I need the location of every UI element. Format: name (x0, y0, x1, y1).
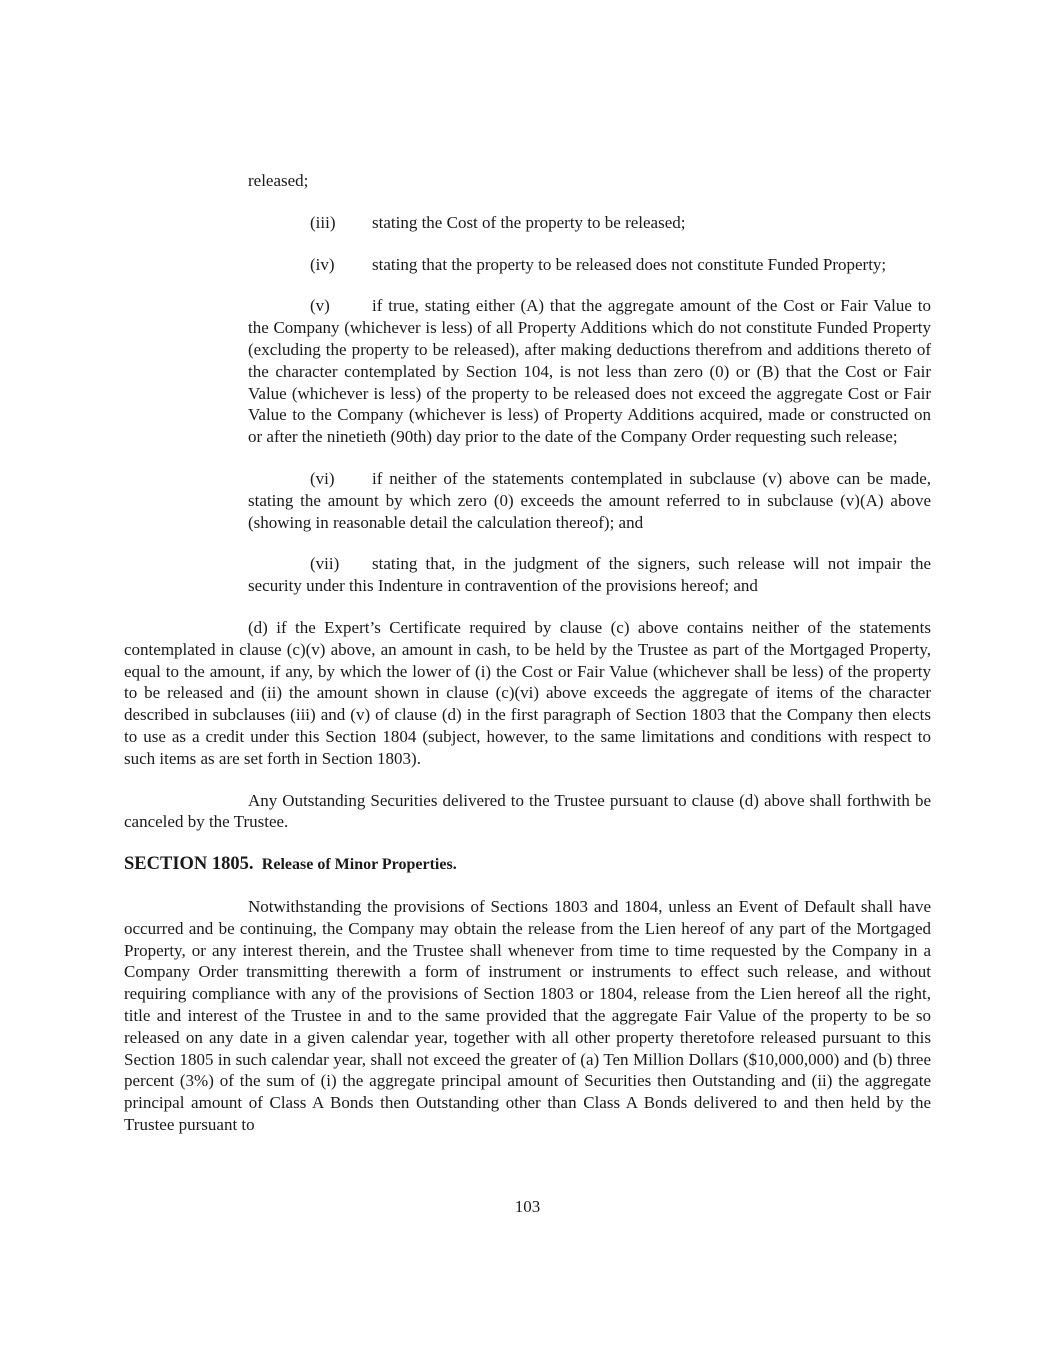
subclause-number: (iv) (310, 254, 335, 274)
subclause-number: (iii) (310, 212, 336, 232)
subclause-text: stating that, in the judgment of the signers, such release will not impair the security under this Indenture in contravention of the provisions hereof; and (248, 554, 931, 596)
continuation-text: released; (248, 171, 309, 190)
subclause-iv (248, 254, 931, 276)
subclause-v (248, 295, 931, 448)
outstanding-securities-paragraph: Any Outstanding Securities delivered to the Trustee pursuant to clause (d) above shall forthwith be canceled by the Trustee. (124, 790, 931, 832)
subclause-block (248, 170, 931, 597)
subclause-vi (248, 468, 931, 533)
subclause-number: (vi) (310, 468, 335, 488)
section-heading (124, 853, 931, 876)
subclause-iii (248, 212, 931, 234)
subclause-text: if neither of the statements contemplated in subclause (v) above can be made, stating the amount by which zero (0) exceeds the amount referred to in subclause (v)(A) above (showing in reasonable detail the calculation thereof); and (248, 468, 931, 532)
document-page (124, 170, 931, 1156)
subclause-vii (248, 553, 931, 597)
subclause-text: stating the Cost of the property to be released; (372, 212, 686, 232)
subclause-number: (vii) (310, 554, 340, 574)
subclause-text: stating that the property to be released does not constitute Funded Property; (372, 254, 887, 274)
section-body-paragraph: Notwithstanding the provisions of Sections 1803 and 1804, unless an Event of Default shall have occurred and be continuing, the Company may obtain the release from the Lien hereof of any part of the Mortgaged Property, or any interest therein, and the Trustee shall whenever from time to time requested by the Company in a Company Order transmitting therewith a form of instrument or instruments to effect such release, and without requiring compliance with any of the provisions of Section 1803 or 1804, release from the Lien hereof all the right, title and interest of the Trustee in and to the same provided that the aggregate Fair Value of the property to be so released on any date in a given calendar year, together with all other property theretofore released pursuant to this Section 1805 in such calendar year, shall not exceed the greater of (a) Ten Million Dollars ($10,000,000) and (b) three percent (3%) of the sum of (i) the aggregate principal amount of Securities then Outstanding and (ii) the aggregate principal amount of Class A Bonds then Outstanding other than Class A Bonds delivered to and then held by the Trustee pursuant to (124, 896, 931, 1134)
section-number: SECTION 1805. (124, 854, 254, 875)
clause-d-paragraph: (d) if the Expert’s Certificate required by clause (c) above contains neither of the statements contemplated in clause (c)(v) above, an amount in cash, to be held by the Trustee as part of the Mortgaged Property, equal to the amount, if any, by which the lower of (i) the Cost or Fair Value (whichever shall be less) of the property to be released and (ii) the amount shown in clause (c)(vi) above exceeds the aggregate of items of the character described in subclauses (iii) and (v) of clause (d) in the first paragraph of Section 1803 that the Company then elects to use as a credit under this Section 1804 (subject, however, to the same limitations and conditions with respect to such items as are set forth in Section 1803). (124, 617, 931, 768)
subclause-number: (v) (310, 296, 330, 316)
subclause-text: if true, stating either (A) that the aggregate amount of the Cost or Fair Value to the Company (whichever is less) of all Property Additions which do not constitute Funded Property (excluding the property to be released), after making deductions therefrom and additions thereto of the character contemplated by Section 104, is not less than zero (0) or (B) that the Cost or Fair Value (whichever is less) of the property to be released does not exceed the aggregate Cost or Fair Value to the Company (whichever is less) of Property Additions acquired, made or constructed on or after the ninetieth (90th) day prior to the date of the Company Order requesting such release; (248, 296, 931, 447)
section-title: Release of Minor Properties. (261, 856, 457, 874)
page-number: 103 (514, 1197, 541, 1216)
